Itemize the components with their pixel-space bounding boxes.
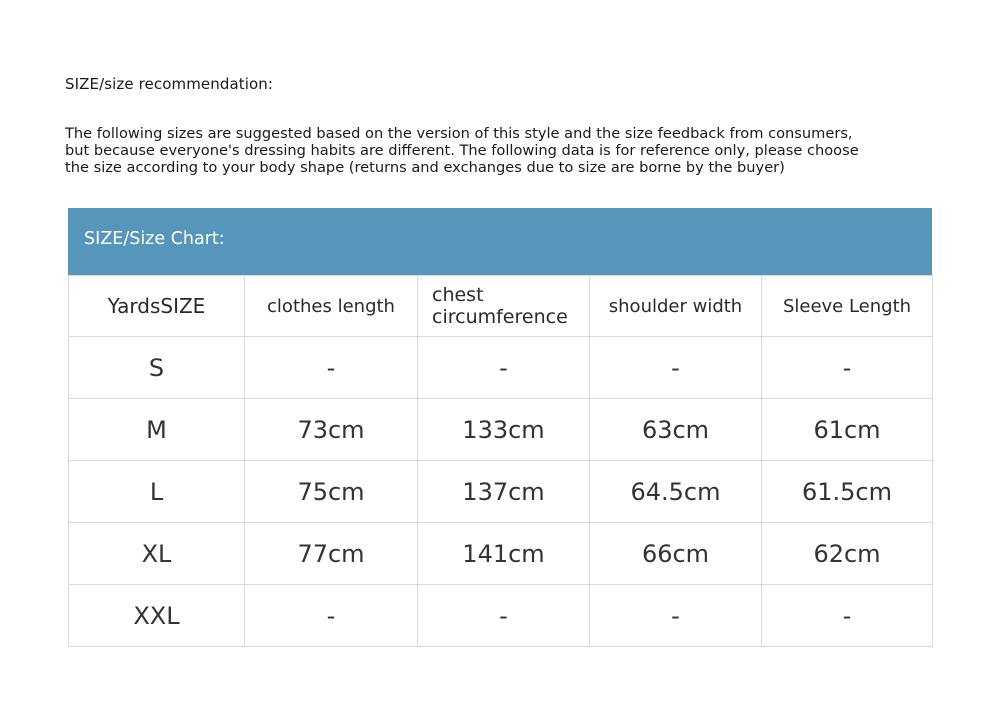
column-header-chest-circumference: chest circumference [418, 276, 590, 337]
clothes-length-cell: 73cm [245, 399, 418, 461]
table-row [69, 523, 933, 585]
column-header-clothes-length: clothes length [245, 276, 418, 337]
shoulder-cell: 66cm [590, 523, 762, 585]
notice-line: but because everyone's dressing habits are different. The following data is for reference only, please choose [65, 142, 859, 159]
column-header-sleeve-length: Sleeve Length [762, 276, 933, 337]
chest-cell: 141cm [418, 523, 590, 585]
table-row [69, 461, 933, 523]
size-table [68, 275, 933, 647]
size-cell: L [69, 461, 245, 523]
shoulder-cell: 64.5cm [590, 461, 762, 523]
clothes-length-cell: 77cm [245, 523, 418, 585]
sleeve-cell: 62cm [762, 523, 933, 585]
chest-cell: 137cm [418, 461, 590, 523]
sleeve-cell: 61cm [762, 399, 933, 461]
sleeve-cell: - [762, 585, 933, 647]
table-row [69, 337, 933, 399]
sleeve-cell: - [762, 337, 933, 399]
sleeve-cell: 61.5cm [762, 461, 933, 523]
table-row [69, 585, 933, 647]
clothes-length-cell: 75cm [245, 461, 418, 523]
size-cell: XL [69, 523, 245, 585]
size-recommendation-heading: SIZE/size recommendation: [65, 75, 274, 93]
clothes-length-cell: - [245, 337, 418, 399]
clothes-length-cell: - [245, 585, 418, 647]
chest-cell: 133cm [418, 399, 590, 461]
table-header-row [69, 276, 933, 337]
notice-line: the size according to your body shape (returns and exchanges due to size are borne by the buyer) [65, 159, 785, 176]
size-notice-text [65, 125, 945, 176]
notice-line: The following sizes are suggested based on the version of this style and the size feedback from consumers, [65, 125, 853, 142]
table-row [69, 399, 933, 461]
size-cell: XXL [69, 585, 245, 647]
column-header-size: YardsSIZE [69, 276, 245, 337]
column-header-shoulder-width: shoulder width [590, 276, 762, 337]
shoulder-cell: - [590, 337, 762, 399]
size-chart [68, 208, 932, 647]
size-cell: S [69, 337, 245, 399]
size-chart-title: SIZE/Size Chart: [68, 208, 932, 275]
shoulder-cell: - [590, 585, 762, 647]
chest-cell: - [418, 585, 590, 647]
chest-cell: - [418, 337, 590, 399]
shoulder-cell: 63cm [590, 399, 762, 461]
size-cell: M [69, 399, 245, 461]
